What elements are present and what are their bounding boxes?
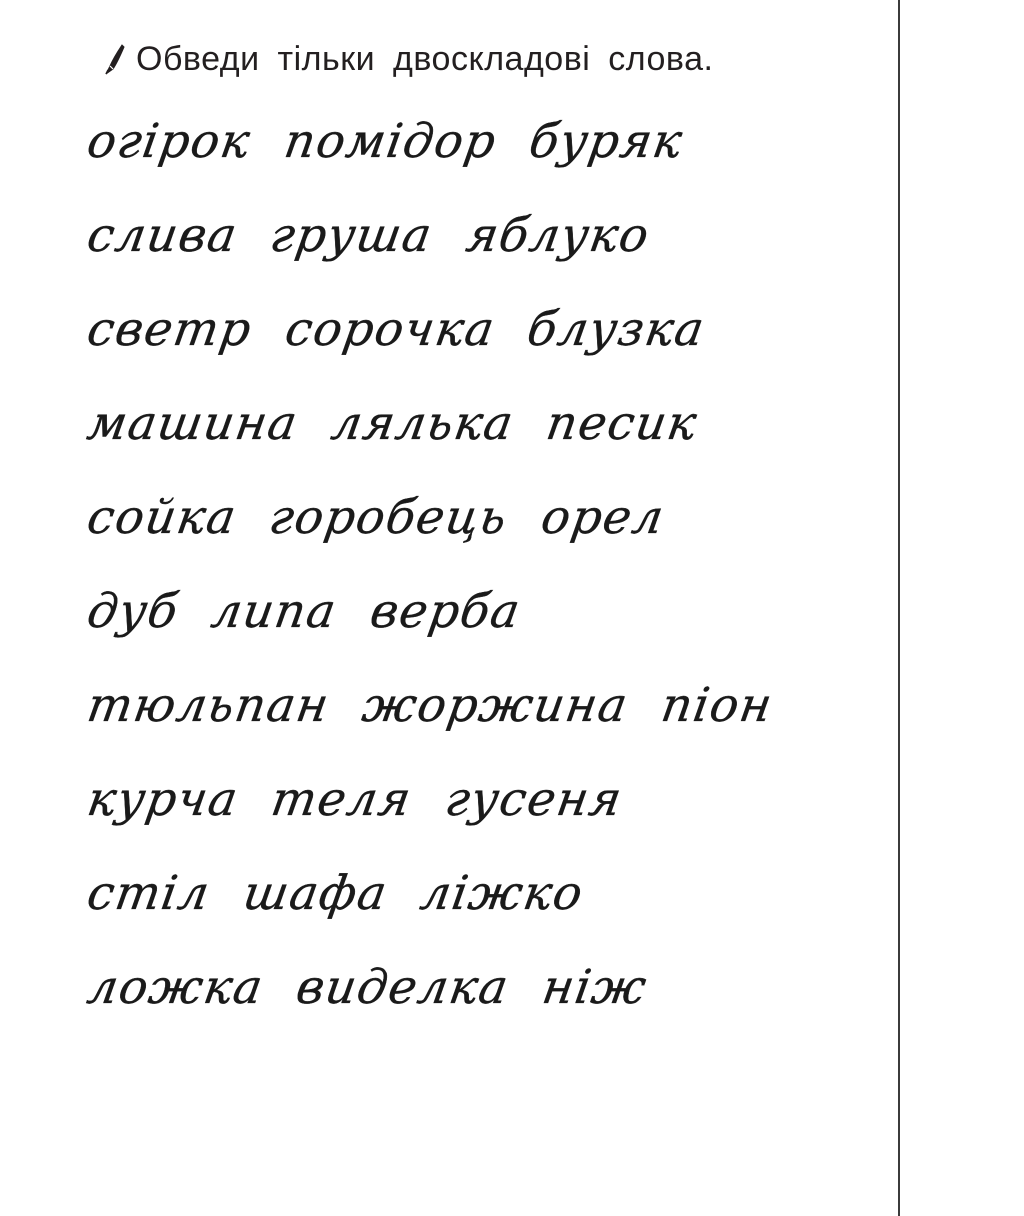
word-row [83,678,888,776]
word-row [83,584,888,682]
word-row [83,114,888,212]
word-item[interactable]: курча [83,772,243,827]
word-item[interactable]: груша [267,208,437,263]
word-item[interactable]: лялька [327,396,518,451]
word-item[interactable]: светр [83,302,257,357]
word-item[interactable]: орел [537,490,669,545]
word-item[interactable]: шафа [239,866,392,921]
word-row [83,490,888,588]
word-item[interactable]: ніж [538,960,652,1015]
word-row [83,302,888,400]
word-row [83,960,888,1058]
word-item[interactable]: дуб [83,584,183,639]
word-row [83,866,888,964]
word-item[interactable]: тюльпан [83,678,334,733]
word-item[interactable]: ліжко [416,866,588,921]
word-item[interactable]: машина [83,396,303,451]
word-item[interactable]: піон [657,678,778,733]
word-item[interactable]: горобець [266,490,513,545]
word-item[interactable]: теля [267,772,416,827]
word-item[interactable]: сорочка [281,302,499,357]
pen-icon [100,43,130,77]
word-item[interactable]: стіл [83,866,215,921]
word-item[interactable]: сойка [83,490,241,545]
word-item[interactable]: верба [366,584,525,639]
word-item[interactable]: огірок [83,114,255,169]
word-item[interactable]: блузка [524,302,710,357]
word-row [83,772,888,870]
word-item[interactable]: липа [207,584,342,639]
word-item[interactable]: яблуко [462,208,654,263]
word-item[interactable]: жоржина [358,678,633,733]
word-item[interactable]: песик [543,396,703,451]
page-gutter-line [898,0,900,1216]
word-row [83,208,888,306]
word-list [83,114,888,1058]
instruction-text: Обведи тільки двоскладові слова. [136,40,714,78]
word-item[interactable]: буряк [525,114,687,169]
instruction-row [100,40,900,79]
word-item[interactable]: гусеня [441,772,627,827]
word-item[interactable]: помідор [280,114,501,169]
word-item[interactable]: слива [83,208,242,263]
word-item[interactable]: ложка [83,960,268,1015]
word-row [83,396,888,494]
word-item[interactable]: виделка [292,960,514,1015]
